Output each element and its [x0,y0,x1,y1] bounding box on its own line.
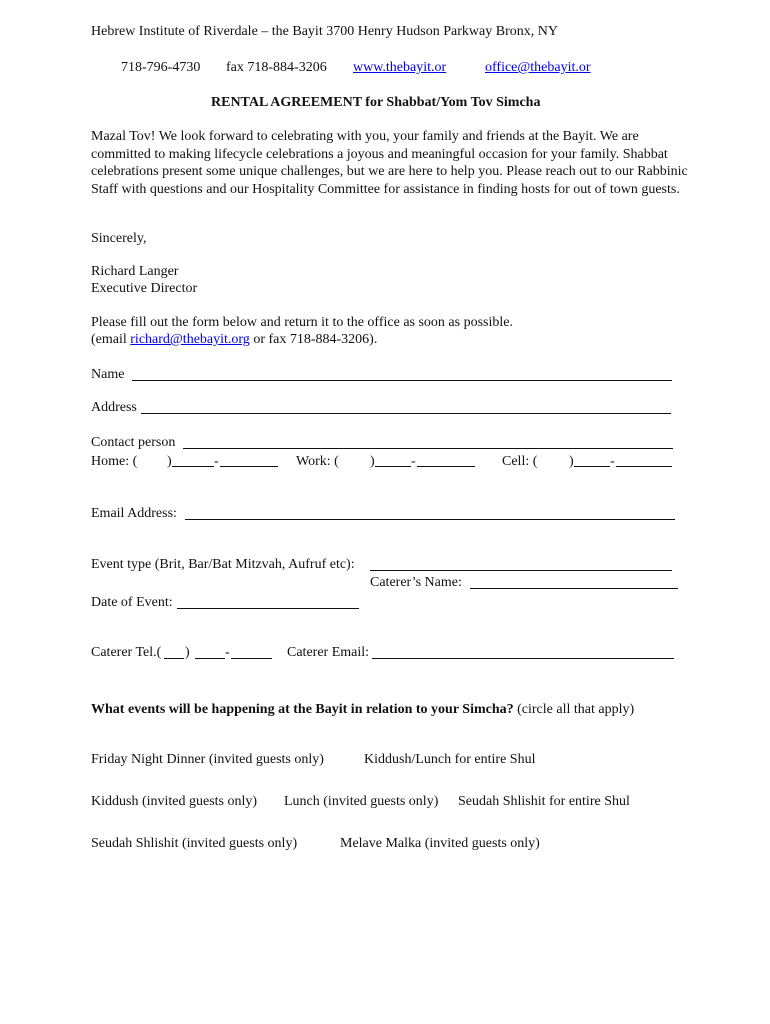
event-type-label: Event type (Brit, Bar/Bat Mitzvah, Aufruf etc): [91,557,355,572]
home-label: Home: ( [91,454,138,469]
home-dash: - [214,454,219,469]
caterer-prefix-field[interactable] [195,658,225,659]
header-fax: fax 718-884-3206 [226,60,327,75]
work-dash: - [411,454,416,469]
option-seudah-shul[interactable]: Seudah Shlishit for entire Shul [458,794,630,809]
director-email-link[interactable]: richard@thebayit.org [130,332,250,347]
name-field[interactable] [132,380,672,381]
event-type-field[interactable] [370,570,672,571]
caterer-email-label: Caterer Email: [287,645,370,660]
caterer-email-field[interactable] [372,658,674,659]
address-field[interactable] [141,413,671,414]
address-label: Address [91,400,137,415]
email-label: Email Address: [91,506,177,521]
caterer-tel-label: Caterer Tel.( [91,645,162,660]
work-prefix-field[interactable] [375,466,411,467]
website-link[interactable]: www.thebayit.or [353,60,447,75]
signer-name: Richard Langer [91,264,179,279]
option-kiddush-invited[interactable]: Kiddush (invited guests only) [91,794,258,809]
events-question-text: What events will be happening at the Bayit in relation to your Simcha? [91,702,514,717]
instructions-line2 [91,332,377,348]
caterer-name-label: Caterer’s Name: [370,575,462,590]
email-field[interactable] [185,519,675,520]
date-label: Date of Event: [91,595,173,610]
name-label: Name [91,367,125,382]
events-question [91,702,634,718]
cell-dash: - [610,454,615,469]
intro-paragraph: Mazal Tov! We look forward to celebrating with you, your family and friends at the Bayit. We are committed to making lifecycle celebrations a joyous and meaningful occasion for your family. Shabbat celebrations present some unique challenges, but we are here to help you. Please reach out to our Rabbinic Staff with questions and our Hospitality Committee for assistance in finding hosts for out of town guests. [91,129,688,197]
option-melave-malka[interactable]: Melave Malka (invited guests only) [340,836,540,851]
work-number-field[interactable] [417,466,475,467]
instructions-line1: Please fill out the form below and return it to the office as soon as possible. [91,315,513,330]
events-question-note: (circle all that apply) [513,702,635,717]
work-label: Work: ( [296,454,339,469]
home-prefix-field[interactable] [172,466,214,467]
caterer-area-field[interactable] [164,658,184,659]
option-lunch-invited[interactable]: Lunch (invited guests only) [284,794,439,809]
instructions-prefix: (email [91,332,131,347]
instructions-suffix: or fax 718-884-3206). [249,332,378,347]
home-number-field[interactable] [220,466,278,467]
option-kiddush-lunch-shul[interactable]: Kiddush/Lunch for entire Shul [364,752,536,767]
work-paren-close: ) [370,454,375,469]
date-field[interactable] [177,608,359,609]
header-address: Hebrew Institute of Riverdale – the Bayit 3700 Henry Hudson Parkway Bronx, NY [91,24,558,39]
caterer-dash: - [225,645,230,660]
signer-role: Executive Director [91,281,198,296]
home-phone-row [91,454,137,470]
caterer-paren-close: ) [185,645,190,660]
header-phone: 718-796-4730 [121,60,201,75]
contact-label: Contact person [91,435,176,450]
option-friday-night-dinner[interactable]: Friday Night Dinner (invited guests only) [91,752,324,767]
home-paren-close: ) [167,454,172,469]
office-email-link[interactable]: office@thebayit.or [485,60,591,75]
cell-number-field[interactable] [616,466,672,467]
option-seudah-invited[interactable]: Seudah Shlishit (invited guests only) [91,836,298,851]
cell-label: Cell: ( [502,454,538,469]
cell-prefix-field[interactable] [574,466,610,467]
cell-paren-close: ) [569,454,574,469]
contact-field[interactable] [183,448,673,449]
closing: Sincerely, [91,231,147,246]
page-title: RENTAL AGREEMENT for Shabbat/Yom Tov Simcha [211,95,541,110]
caterer-name-field[interactable] [470,588,678,589]
caterer-number-field[interactable] [231,658,272,659]
